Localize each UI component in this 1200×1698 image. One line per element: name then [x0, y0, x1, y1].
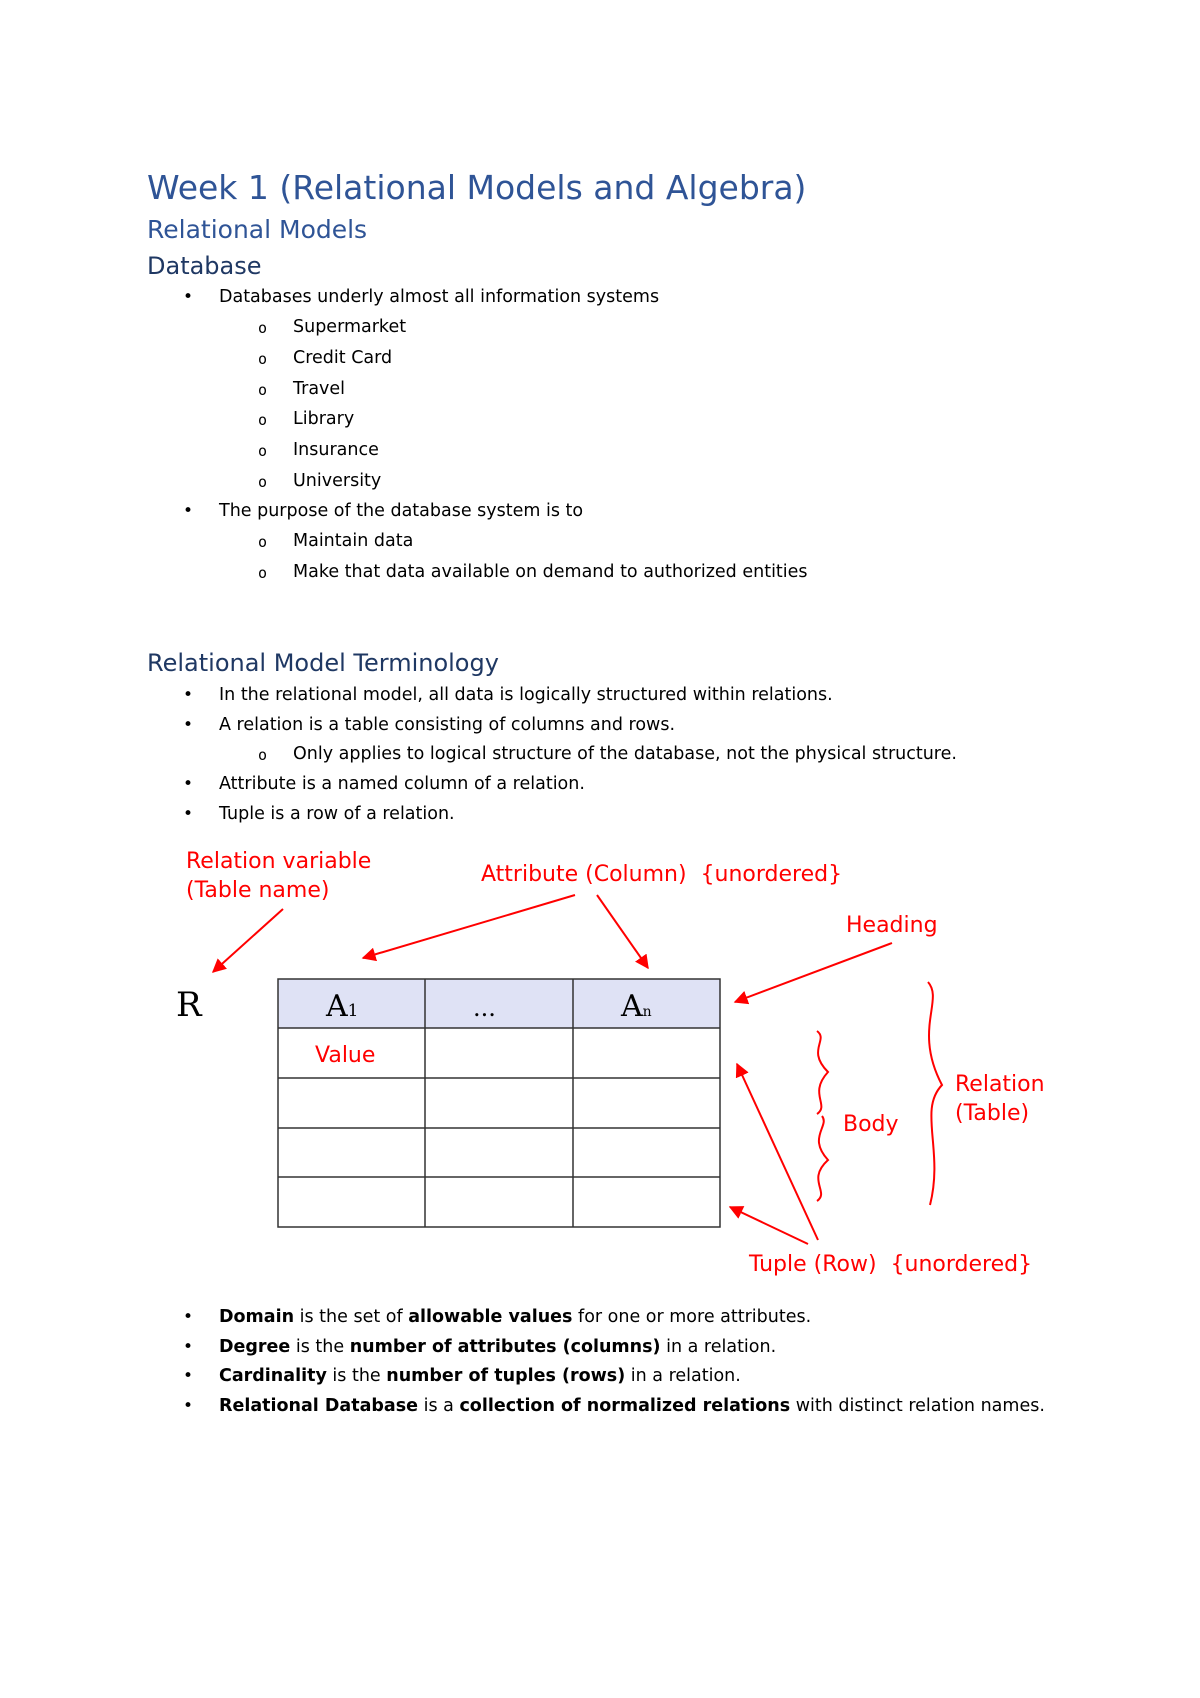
braces — [817, 982, 942, 1205]
list-item: o University — [293, 469, 381, 493]
annotation-arrows — [213, 895, 892, 1244]
list-item: o Supermarket — [293, 315, 406, 339]
relation-variable-label: Relation variable — [186, 849, 372, 874]
list-item: o Insurance — [293, 438, 379, 462]
subheading-terminology: Relational Model Terminology — [147, 649, 499, 677]
table-label: (Table) — [955, 1101, 1030, 1126]
section-heading-relational-models: Relational Models — [147, 215, 368, 244]
column-a1: A1 — [326, 989, 359, 1024]
tuple-label: Tuple (Row) {unordered} — [749, 1252, 1033, 1277]
relation-brace — [928, 982, 942, 1205]
list-item: • Databases underly almost all information systems — [219, 285, 659, 309]
value-label: Value — [315, 1043, 376, 1068]
list-item: o Only applies to logical structure of the database, not the physical structure. — [293, 742, 957, 766]
list-item: • Tuple is a row of a relation. — [219, 802, 455, 826]
list-item: • Domain is the set of allowable values for one or more attributes. — [219, 1305, 811, 1329]
heading-label: Heading — [846, 913, 938, 938]
body-brace — [817, 1031, 828, 1114]
list-item: • A relation is a table consisting of columns and rows. — [219, 713, 675, 737]
relation-label: Relation — [955, 1072, 1045, 1097]
list-item: • Degree is the number of attributes (columns) in a relation. — [219, 1335, 776, 1359]
list-item: o Make that data available on demand to authorized entities — [293, 560, 808, 584]
list-item: o Travel — [293, 377, 345, 401]
column-ellipsis: ... — [473, 994, 496, 1022]
attribute-label: Attribute (Column) {unordered} — [481, 862, 843, 887]
column-an: An — [621, 989, 652, 1024]
list-item: o Maintain data — [293, 529, 413, 553]
relation-table — [278, 979, 720, 1227]
body-label: Body — [843, 1112, 899, 1137]
table-name-label: (Table name) — [186, 878, 330, 903]
list-item: o Library — [293, 407, 354, 431]
list-item: • In the relational model, all data is logically structured within relations. — [219, 683, 833, 707]
page-title: Week 1 (Relational Models and Algebra) — [147, 168, 807, 207]
list-item: • Attribute is a named column of a relation. — [219, 772, 585, 796]
subheading-database: Database — [147, 252, 262, 280]
list-item: • Relational Database is a collection of normalized relations with distinct relation names. — [219, 1394, 1045, 1418]
relation-symbol: R — [176, 985, 202, 1025]
list-item: o Credit Card — [293, 346, 392, 370]
list-item: • Cardinality is the number of tuples (rows) in a relation. — [219, 1364, 741, 1388]
list-item: • The purpose of the database system is to — [219, 499, 583, 523]
